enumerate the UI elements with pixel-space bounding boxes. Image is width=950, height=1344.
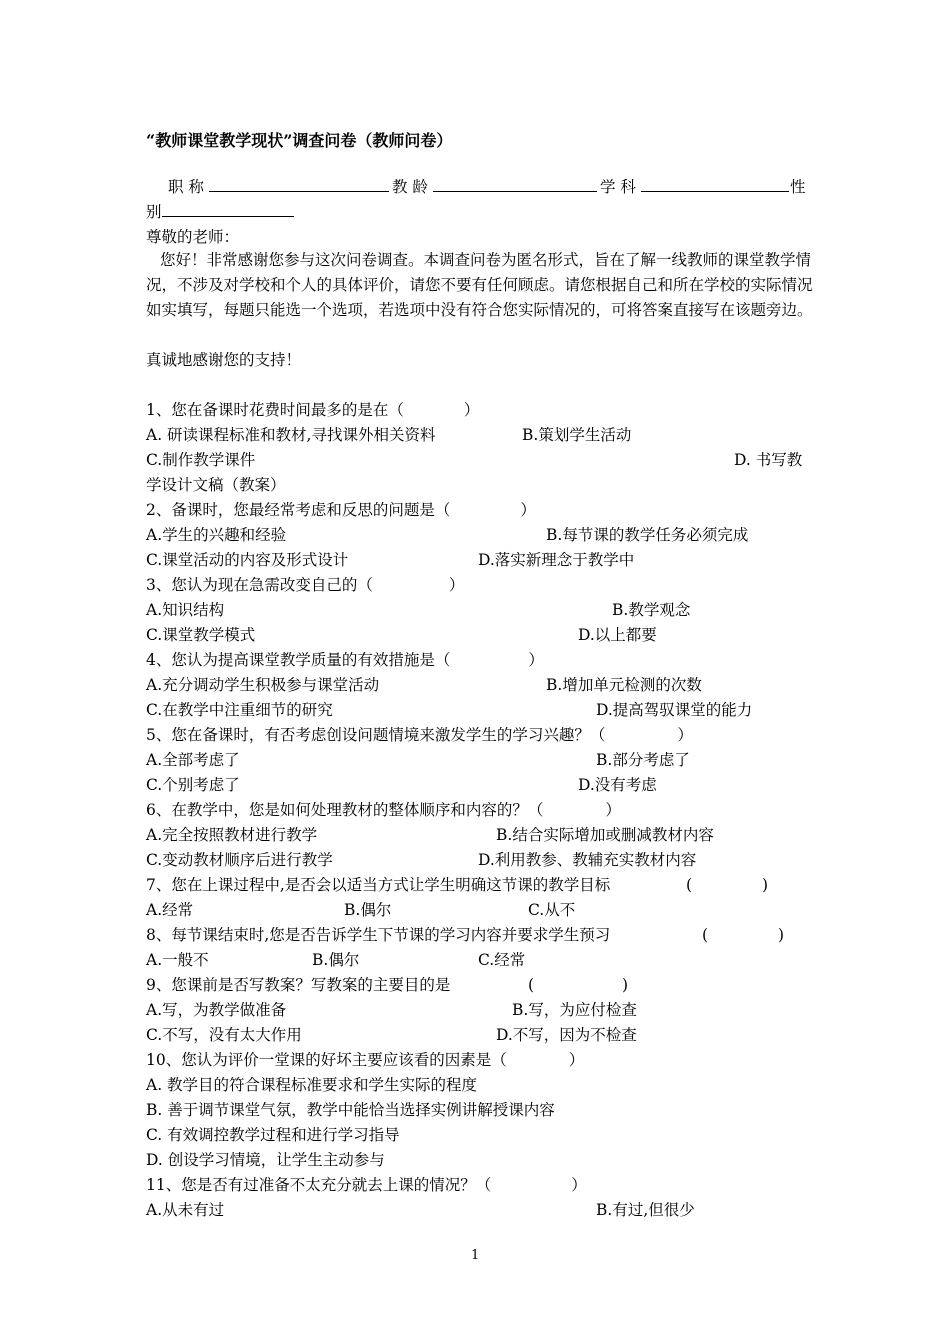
q10-option-c[interactable]: C. 有效调控教学过程和进行学习指导 [146, 1126, 400, 1144]
age-field-label: 教 龄 [392, 178, 428, 196]
q8-paren-open: ( [702, 926, 709, 944]
q1-option-a[interactable]: A. 研读课程标准和教材,寻找课外相关资料 [146, 426, 436, 444]
q8-answer-slot[interactable] [716, 925, 776, 945]
question-9: 9、您课前是否写教案？写教案的主要目的是 [146, 976, 451, 994]
intro-paragraph: 您好！非常感谢您参与这次问卷调查。本调查问卷为匿名形式，旨在了解一线教师的课堂教学情况，不涉及对学校和个人的具体评价，请您不要有任何顾虑。请您根据自己和所在学校的实际情况如实填写，每题只能选一个选项，若选项中没有符合您实际情况的，可将答案直接写在该题旁边。 [146, 251, 813, 319]
q5-option-b[interactable]: B.部分考虑了 [596, 751, 690, 769]
question-3 [146, 575, 464, 595]
paren-close: ） [520, 501, 536, 519]
q1-option-d[interactable]: D. 书写教 [734, 451, 803, 469]
age-field [392, 177, 597, 197]
question-8: 8、每节课结束时,您是否告诉学生下节课的学习内容并要求学生预习 [146, 926, 611, 944]
question-11 [146, 1175, 587, 1195]
q6-option-c[interactable]: C.变动教材顺序后进行教学 [146, 851, 333, 869]
q6-option-d[interactable]: D.利用教参、教辅充实教材内容 [478, 851, 697, 869]
q8-option-b[interactable]: B.偶尔 [312, 951, 360, 969]
q7-paren-open: ( [686, 876, 693, 894]
page-number: 1 [471, 1248, 480, 1263]
paren-close: ） [528, 651, 544, 669]
survey-title: “教师课堂教学现状”调查问卷（教师问卷） [146, 131, 453, 150]
q7-answer-slot[interactable] [700, 875, 760, 895]
gender-field [146, 202, 294, 222]
q9-answer-slot[interactable] [542, 975, 620, 995]
paren-close: ） [463, 401, 480, 419]
q4-option-d[interactable]: D.提高驾驭课堂的能力 [596, 701, 753, 719]
age-blank[interactable] [433, 177, 597, 192]
greeting: 尊敬的老师： [146, 228, 240, 246]
question-text: 3、您认为现在急需改变自己的（ [146, 576, 373, 594]
q7-option-c[interactable]: C.从不 [528, 901, 576, 919]
gender-label-part1: 性 [790, 178, 806, 196]
q2-option-d[interactable]: D.落实新理念于教学中 [478, 551, 635, 569]
q3-option-b[interactable]: B.教学观念 [612, 601, 691, 619]
q4-option-c[interactable]: C.在教学中注重细节的研究 [146, 701, 333, 719]
gender-field-label: 别 [146, 203, 162, 221]
q7-option-b[interactable]: B.偶尔 [344, 901, 392, 919]
subject-blank[interactable] [641, 177, 789, 192]
q7-paren-close: ) [762, 876, 769, 894]
question-5 [146, 725, 693, 745]
paren-close: ） [571, 1176, 587, 1194]
q2-option-a[interactable]: A.学生的兴趣和经验 [146, 526, 287, 544]
title-field [168, 177, 389, 197]
q1-option-d-continued: 学设计文稿（教案） [146, 476, 286, 494]
q4-option-b[interactable]: B.增加单元检测的次数 [546, 676, 702, 694]
q3-option-a[interactable]: A.知识结构 [146, 601, 225, 619]
q3-option-d[interactable]: D.以上都要 [578, 626, 657, 644]
q8-paren-close: ) [778, 926, 785, 944]
q6-option-a[interactable]: A.完全按照教材进行教学 [146, 826, 318, 844]
q7-option-a[interactable]: A.经常 [146, 901, 194, 919]
q9-option-a[interactable]: A.写，为教学做准备 [146, 1001, 287, 1019]
q9-option-b[interactable]: B.写，为应付检查 [512, 1001, 637, 1019]
q11-option-b[interactable]: B.有过,但很少 [596, 1201, 695, 1219]
title-field-label: 职 称 [168, 178, 204, 196]
q10-option-a[interactable]: A. 教学目的符合课程标准要求和学生实际的程度 [146, 1076, 478, 1094]
question-2 [146, 500, 536, 520]
q8-option-a[interactable]: A.一般不 [146, 951, 209, 969]
question-text: 1、您在备课时花费时间最多的是在（ [146, 401, 404, 419]
q8-option-c[interactable]: C.经常 [478, 951, 526, 969]
q9-paren-close: ) [622, 976, 629, 994]
q10-option-b[interactable]: B. 善于调节课堂气氛，教学中能恰当选择实例讲解授课内容 [146, 1101, 555, 1119]
title-blank[interactable] [209, 177, 389, 192]
q2-option-b[interactable]: B.每节课的教学任务必须完成 [546, 526, 749, 544]
q3-option-c[interactable]: C.课堂教学模式 [146, 626, 256, 644]
question-7: 7、您在上课过程中,是否会以适当方式让学生明确这节课的教学目标 [146, 876, 611, 894]
subject-field [600, 177, 789, 197]
subject-field-label: 学 科 [600, 178, 636, 196]
q9-paren-open: ( [528, 976, 535, 994]
question-1 [146, 400, 479, 420]
q11-option-a[interactable]: A.从未有过 [146, 1201, 225, 1219]
question-10 [146, 1050, 584, 1070]
q9-option-c[interactable]: C.不写，没有太大作用 [146, 1026, 302, 1044]
paren-close: ） [448, 576, 465, 594]
q5-option-c[interactable]: C.个别考虑了 [146, 776, 240, 794]
q4-option-a[interactable]: A.充分调动学生积极参与课堂活动 [146, 676, 380, 694]
q6-option-b[interactable]: B.结合实际增加或删减教材内容 [496, 826, 714, 844]
question-6 [146, 800, 621, 820]
thanks-line: 真诚地感谢您的支持！ [146, 351, 302, 369]
question-4 [146, 650, 544, 670]
q1-option-c[interactable]: C.制作教学课件 [146, 451, 256, 469]
question-text: 4、您认为提高课堂教学质量的有效措施是（ [146, 651, 451, 669]
question-text: 5、您在备课时，有否考虑创设问题情境来激发学生的学习兴趣？（ [146, 726, 606, 744]
paren-close: ） [677, 726, 693, 744]
q2-option-c[interactable]: C.课堂活动的内容及形式设计 [146, 551, 349, 569]
paren-close: ） [605, 801, 621, 819]
question-text: 10、您认为评价一堂课的好坏主要应该看的因素是（ [146, 1051, 507, 1069]
gender-blank[interactable] [162, 202, 294, 217]
q1-option-b[interactable]: B.策划学生活动 [522, 426, 632, 444]
question-text: 2、备课时，您最经常考虑和反思的问题是（ [146, 501, 451, 519]
q5-option-a[interactable]: A.全部考虑了 [146, 751, 240, 769]
question-text: 6、在教学中，您是如何处理教材的整体顺序和内容的？（ [146, 801, 544, 819]
q5-option-d[interactable]: D.没有考虑 [578, 776, 657, 794]
question-text: 11、您是否有过准备不太充分就去上课的情况？（ [146, 1176, 492, 1194]
q10-option-d[interactable]: D. 创设学习情境，让学生主动参与 [146, 1151, 385, 1169]
paren-close: ） [568, 1051, 585, 1069]
q9-option-d[interactable]: D.不写，因为不检查 [496, 1026, 637, 1044]
